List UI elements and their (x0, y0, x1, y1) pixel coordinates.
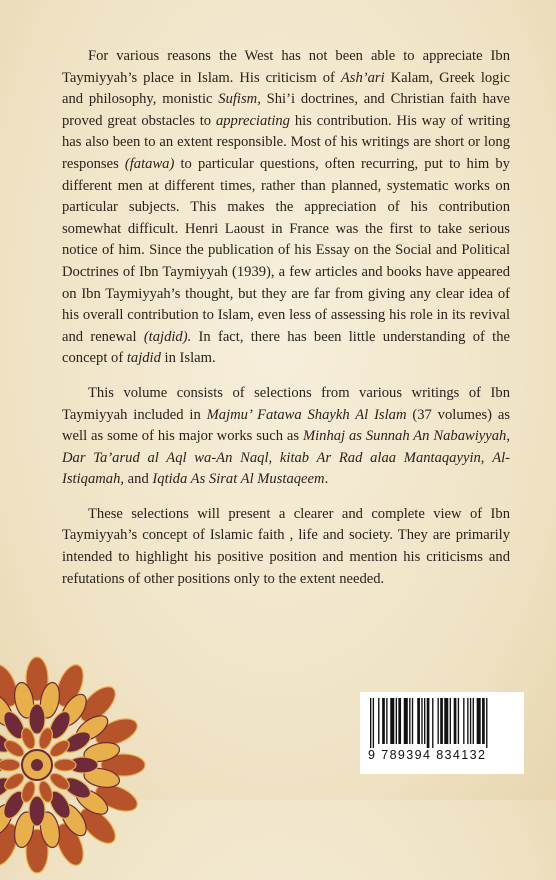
italic-term: Majmu’ Fatawa Shaykh Al Islam (206, 406, 407, 423)
text-run: to particular questions, often recurring, put to him by different men at different times, rather than planned, systematic works on particular subjects. This makes the appreciation of his contribution somewhat difficult. Henri Laoust in France was the first to take serious notice of him. Since the publication of his Essay on the Social and Political Doctrines of Ibn Taymiyyah (1939), a few articles and books have appeared on Ibn Taymiyyah’s thought, but they are far from giving any clear idea of his overall contribution to Islam, even less of assessing his role in its revival and renewal (62, 155, 510, 345)
text-run: . (324, 471, 329, 488)
text-run: , (506, 428, 510, 445)
italic-term: (fatawa) (124, 155, 175, 172)
italic-term: Ash’ari (340, 69, 385, 86)
text-run: his contribution. His way of writing has also been to an extent responsible. Most of his writings are short or long responses (62, 112, 510, 172)
text-run: Shi’i doctrines, and Christian faith have proved great obstacles to (62, 91, 510, 129)
text-run: These selections will present a clearer and complete view of Ibn Taymiyyah’s concept of Islamic faith , life and society. They are primarily intended to highlight his positive position and mention his criticisms and refutations of other positions only to the extent needed. (62, 505, 510, 587)
text-run: in Islam. (160, 350, 216, 367)
text-run: , (268, 449, 280, 466)
isbn-barcode-icon (366, 698, 518, 750)
italic-term: tajdid (126, 350, 161, 367)
text-run: , and (120, 471, 153, 488)
text-run: (37 volumes) as well as some of his major works such as (62, 406, 511, 445)
text-run: , (480, 449, 493, 466)
mandala-ornament-icon (0, 650, 152, 880)
paragraph-3 (62, 504, 510, 590)
text-run: In fact, there has been little understanding of the concept of (62, 328, 510, 367)
italic-term: Minhaj as Sunnah An Nabawiyyah (302, 428, 507, 445)
italic-term: Al-Istiqamah (62, 449, 511, 488)
italic-term: Sufism, (218, 91, 261, 108)
italic-term: (tajdid). (143, 328, 192, 345)
italic-term: Iqtida As Sirat Al Mustaqeem (152, 471, 325, 488)
italic-term: kitab Ar Rad alaa Mantaqayyin (279, 449, 481, 466)
italic-term: Dar Ta’arud al Aql wa-An Naql (62, 449, 269, 466)
paragraph-2 (62, 383, 510, 491)
italic-term: appreciating (215, 112, 290, 129)
text-run: For various reasons the West has not been able to appreciate Ibn Taymiyyah’s place in Islam. His criticism of (62, 48, 510, 86)
back-cover-text (62, 46, 510, 603)
isbn-number: 9 789394 834132 (368, 748, 487, 762)
paragraph-1 (62, 46, 510, 370)
text-run: This volume consists of selections from various writings of Ibn Taymiyyah included in (62, 384, 510, 423)
text-run: Kalam, Greek logic and philosophy, monistic (62, 69, 511, 108)
isbn-barcode (360, 692, 524, 774)
